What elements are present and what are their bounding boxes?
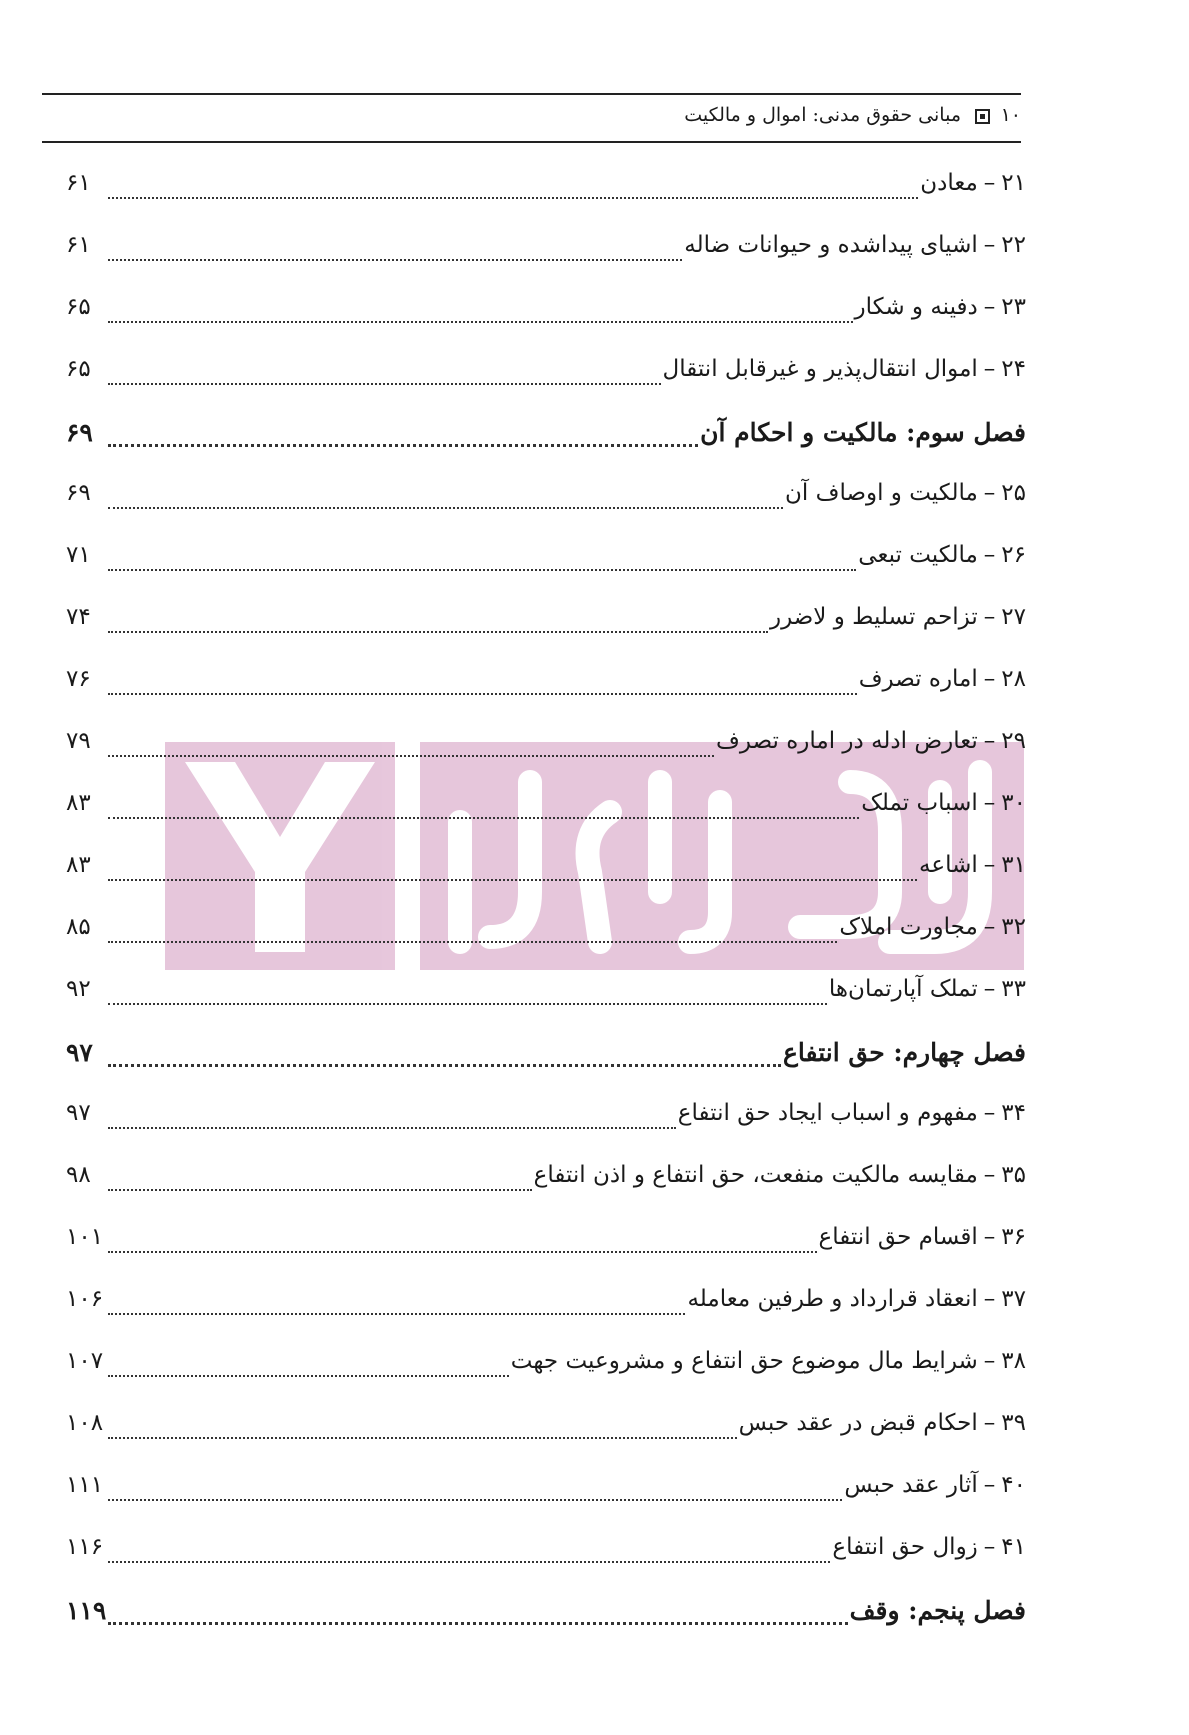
toc-entry-title: مالکیت و اوصاف آن [785, 480, 978, 506]
toc-entry-page: ۹۲ [66, 976, 91, 1002]
toc-leader-dots [108, 1561, 830, 1563]
toc-leader-dots [108, 1127, 676, 1129]
toc-leader-dots [108, 1622, 847, 1625]
toc-entry-number: ۳۴ [1001, 1100, 1026, 1126]
toc-leader-dots [108, 941, 837, 943]
toc-leader-dots [108, 1003, 827, 1005]
toc-entry[interactable] [66, 790, 1026, 830]
toc-entry[interactable] [66, 1100, 1026, 1140]
toc-entry-page: ۸۳ [66, 852, 91, 878]
toc-entry-title: مجاورت املاک [839, 914, 978, 940]
toc-entry-page: ۷۶ [66, 666, 91, 692]
toc-chapter-title: فصل پنجم: وقف [849, 1596, 1026, 1625]
running-head-title: مبانی حقوق مدنی: اموال و مالکیت [684, 104, 961, 126]
toc-entry-page: ۷۹ [66, 728, 91, 754]
toc-entry-dash: – [983, 1348, 996, 1374]
toc-entry-dash: – [983, 232, 996, 258]
toc-entry-number: ۳۷ [1001, 1286, 1026, 1312]
toc-entry[interactable] [66, 1162, 1026, 1202]
toc-entry-title: آثار عقد حبس [844, 1472, 978, 1498]
toc-entry-dash: – [983, 790, 996, 816]
toc-entry[interactable] [66, 1534, 1026, 1574]
toc-entry[interactable] [66, 1286, 1026, 1326]
toc-leader-dots [108, 755, 714, 757]
toc-entry-dash: – [983, 976, 996, 1002]
toc-entry-page: ۷۴ [66, 604, 91, 630]
toc-entry-page: ۶۱ [66, 232, 91, 258]
toc-entry[interactable] [66, 666, 1026, 706]
toc-entry-page: ۱۰۱ [66, 1224, 104, 1250]
toc-entry-dash: – [983, 1100, 996, 1126]
toc-leader-dots [108, 507, 783, 509]
toc-entry-number: ۳۶ [1001, 1224, 1026, 1250]
toc-entry-title: اشیای پیداشده و حیوانات ضاله [684, 232, 978, 258]
toc-entry-dash: – [983, 1534, 996, 1560]
toc-entry-dash: – [983, 666, 996, 692]
toc-entry-dash: – [983, 294, 996, 320]
toc-entry-title: انعقاد قرارداد و طرفین معامله [687, 1286, 978, 1312]
toc-entry-number: ۳۲ [1001, 914, 1026, 940]
toc-entry-dash: – [983, 914, 996, 940]
toc-entry-title: معادن [920, 170, 978, 196]
toc-chapter-heading[interactable] [66, 418, 1026, 458]
toc-leader-dots [108, 569, 856, 571]
toc-leader-dots [108, 321, 853, 323]
toc-entry[interactable] [66, 1472, 1026, 1512]
running-head-page-number: ۱۰ [1000, 104, 1021, 126]
toc-entry[interactable] [66, 1348, 1026, 1388]
toc-chapter-heading[interactable] [66, 1038, 1026, 1078]
toc-entry-number: ۴۱ [1001, 1534, 1026, 1560]
toc-entry-dash: – [983, 356, 996, 382]
toc-entry-number: ۴۰ [1001, 1472, 1026, 1498]
toc-entry-page: ۶۹ [66, 418, 93, 447]
toc-entry-page: ۱۰۶ [66, 1286, 104, 1312]
toc-entry[interactable] [66, 728, 1026, 768]
header-bottom-rule [42, 141, 1021, 143]
toc-entry-dash: – [983, 604, 996, 630]
square-bullet-icon [975, 109, 990, 124]
toc-entry-title: اشاعه [919, 852, 978, 878]
toc-entry-dash: – [983, 1472, 996, 1498]
toc-entry-dash: – [983, 1286, 996, 1312]
toc-chapter-heading[interactable] [66, 1596, 1026, 1636]
toc-entry-number: ۳۹ [1001, 1410, 1026, 1436]
toc-entry-page: ۸۵ [66, 914, 91, 940]
toc-leader-dots [108, 693, 857, 695]
toc-entry-title: تزاحم تسلیط و لاضرر [769, 604, 978, 630]
toc-leader-dots [108, 1189, 532, 1191]
toc-chapter-title: فصل چهارم: حق انتفاع [783, 1038, 1026, 1067]
toc-entry[interactable] [66, 1224, 1026, 1264]
toc-entry-page: ۱۰۷ [66, 1348, 104, 1374]
toc-entry-title: مالکیت تبعی [858, 542, 978, 568]
toc-entry-title: اسباب تملک [861, 790, 978, 816]
toc-entry[interactable] [66, 542, 1026, 582]
toc-entry-title: اماره تصرف [858, 666, 978, 692]
toc-leader-dots [108, 259, 682, 261]
toc-entry-number: ۳۳ [1001, 976, 1026, 1002]
toc-entry[interactable] [66, 604, 1026, 644]
toc-entry-title: شرایط مال موضوع حق انتفاع و مشروعیت جهت [510, 1348, 978, 1374]
toc-leader-dots [108, 1437, 737, 1439]
toc-entry-title: اموال انتقال‌پذیر و غیرقابل انتقال [662, 356, 978, 382]
toc-entry-number: ۲۹ [1001, 728, 1026, 754]
toc-entry-dash: – [983, 852, 996, 878]
toc-leader-dots [108, 444, 698, 447]
toc-entry-title: تملک آپارتمان‌ها [828, 976, 978, 1002]
toc-entry-page: ۷۱ [66, 542, 91, 568]
toc-leader-dots [108, 631, 768, 633]
toc-entry[interactable] [66, 1410, 1026, 1450]
toc-entry-number: ۳۰ [1001, 790, 1026, 816]
toc-leader-dots [108, 383, 661, 385]
toc-entry-title: دفینه و شکار [854, 294, 978, 320]
toc-leader-dots [108, 1499, 842, 1501]
toc-leader-dots [108, 1251, 817, 1253]
toc-leader-dots [108, 879, 917, 881]
toc-entry-page: ۱۰۸ [66, 1410, 104, 1436]
toc-entry[interactable] [66, 356, 1026, 396]
toc-entry-dash: – [983, 728, 996, 754]
toc-entry-number: ۲۴ [1001, 356, 1026, 382]
toc-entry-page: ۶۵ [66, 356, 91, 382]
toc-entry-page: ۱۱۶ [66, 1534, 104, 1560]
toc-entry-dash: – [983, 1410, 996, 1436]
toc-entry-page: ۹۷ [66, 1038, 93, 1067]
toc-entry-title: اقسام حق انتفاع [818, 1224, 978, 1250]
toc-entry-page: ۸۳ [66, 790, 91, 816]
toc-entry-number: ۳۱ [1001, 852, 1026, 878]
toc-entry[interactable] [66, 852, 1026, 892]
toc-entry-number: ۳۵ [1001, 1162, 1026, 1188]
toc-entry-dash: – [983, 1162, 996, 1188]
toc-entry-page: ۹۷ [66, 1100, 91, 1126]
toc-entry[interactable] [66, 976, 1026, 1016]
toc-entry-number: ۲۱ [1001, 170, 1026, 196]
toc-entry-page: ۱۱۱ [66, 1472, 104, 1498]
header-top-rule [42, 93, 1021, 95]
toc-entry-page: ۶۵ [66, 294, 91, 320]
toc-entry-number: ۲۷ [1001, 604, 1026, 630]
toc-entry-number: ۲۳ [1001, 294, 1026, 320]
toc-entry-title: تعارض ادله در اماره تصرف [716, 728, 978, 754]
toc-leader-dots [108, 197, 918, 199]
toc-entry-number: ۲۸ [1001, 666, 1026, 692]
toc-entry-page: ۶۱ [66, 170, 91, 196]
toc-entry[interactable] [66, 170, 1026, 210]
toc-entry[interactable] [66, 914, 1026, 954]
toc-entry-number: ۲۵ [1001, 480, 1026, 506]
toc-entry-title: مقایسه مالکیت منفعت، حق انتفاع و اذن انتفاع [533, 1162, 978, 1188]
toc-entry-dash: – [983, 542, 996, 568]
toc-entry-dash: – [983, 1224, 996, 1250]
toc-leader-dots [108, 1375, 509, 1377]
toc-chapter-title: فصل سوم: مالکیت و احکام آن [700, 418, 1026, 447]
toc-entry[interactable] [66, 480, 1026, 520]
toc-leader-dots [108, 1313, 685, 1315]
toc-entry-title: زوال حق انتفاع [832, 1534, 978, 1560]
toc-entry-number: ۲۶ [1001, 542, 1026, 568]
toc-entry-dash: – [983, 170, 996, 196]
toc-entry-dash: – [983, 480, 996, 506]
toc-entry[interactable] [66, 232, 1026, 272]
toc-entry-number: ۲۲ [1001, 232, 1026, 258]
toc-entry-page: ۱۱۹ [66, 1596, 107, 1625]
toc-entry-title: مفهوم و اسباب ایجاد حق انتفاع [677, 1100, 978, 1126]
toc-leader-dots [108, 817, 859, 819]
toc-entry-title: احکام قبض در عقد حبس [738, 1410, 978, 1436]
toc-entry-number: ۳۸ [1001, 1348, 1026, 1374]
toc-entry[interactable] [66, 294, 1026, 334]
toc-entry-page: ۶۹ [66, 480, 91, 506]
toc-leader-dots [108, 1064, 781, 1067]
toc-entry-page: ۹۸ [66, 1162, 91, 1188]
